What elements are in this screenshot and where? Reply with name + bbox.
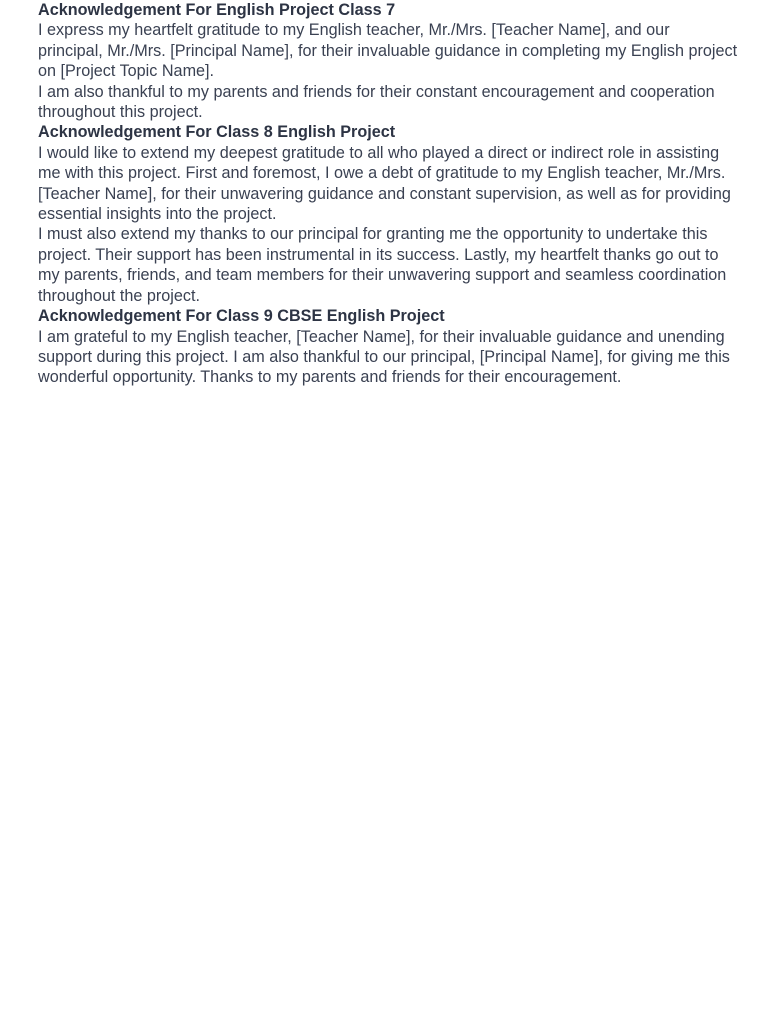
section-paragraph: I must also extend my thanks to our principal for granting me the opportunity to undertake this project. Their support has been instrumental in its success. Lastly, my heartfelt thanks go out to my parents, friends, and team members for their unwavering support and seamless coordination throughout the project. [38,225,727,305]
section-class-7 [38,0,738,122]
section-heading: Acknowledgement For Class 9 CBSE English Project [38,307,445,326]
document-body [38,0,738,388]
section-paragraph: I express my heartfelt gratitude to my English teacher, Mr./Mrs. [Teacher Name], and our principal, Mr./Mrs. [Principal Name], for their invaluable guidance in completing my English project on [Project Topic Name]. [38,21,738,81]
section-class-8 [38,122,738,306]
section-class-9 [38,306,738,388]
section-paragraph: I am grateful to my English teacher, [Teacher Name], for their invaluable guidance and unending support during this project. I am also thankful to our principal, [Principal Name], for giving me this wonderful opportunity. Thanks to my parents and friends for their encouragement. [38,327,730,387]
section-heading: Acknowledgement For Class 8 English Project [38,123,396,142]
section-paragraph: I am also thankful to my parents and friends for their constant encouragement and cooperation throughout this project. [38,82,715,122]
section-paragraph: I would like to extend my deepest gratitude to all who played a direct or indirect role in assisting me with this project. First and foremost, I owe a debt of gratitude to my English teacher, Mr./Mrs. [Teacher Name], for their unwavering guidance and constant supervision, as well as for providing essential insights into the project. [38,143,731,224]
section-heading: Acknowledgement For English Project Class 7 [38,1,396,19]
